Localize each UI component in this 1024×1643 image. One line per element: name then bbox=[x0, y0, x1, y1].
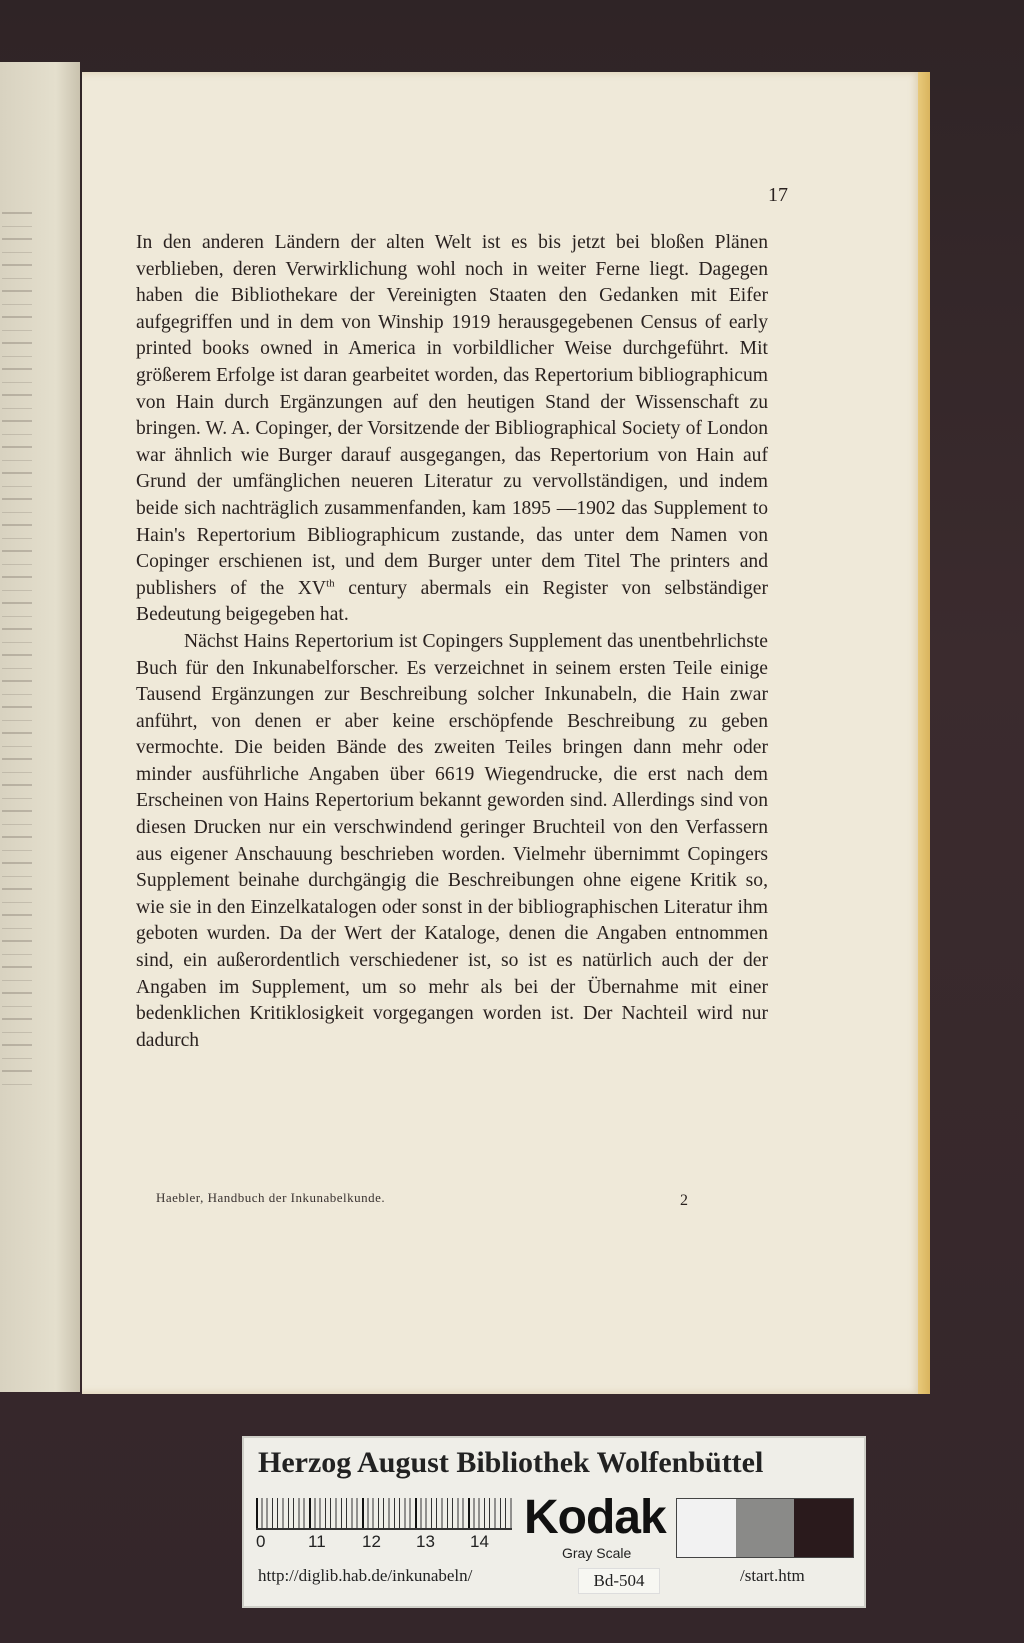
bleed-through-line bbox=[2, 524, 32, 539]
ruler-labels bbox=[256, 1532, 526, 1554]
bleed-through-line bbox=[2, 914, 32, 929]
bleed-through-line bbox=[2, 992, 32, 1007]
kodak-logo: Kodak bbox=[524, 1491, 666, 1544]
bleed-through-line bbox=[2, 342, 32, 357]
bleed-through-line bbox=[2, 940, 32, 955]
bleed-through-line bbox=[2, 810, 32, 825]
bleed-through-line bbox=[2, 862, 32, 877]
bleed-through-line bbox=[2, 550, 32, 565]
paragraph-1-text: In den anderen Ländern der alten Welt ist es bis jetzt bei bloßen Plänen verblieben, deren Verwirklichung wohl noch in weiter Ferne liegt. Dagegen haben die Bibliothekare der Vereinigten Staaten den Gedanken mit Eifer aufgegriffen und in dem von Winship 1919 herausgegebenen Census of early printed books owned in America in vorbildlicher Weise durchgeführt. Mit größerem Erfolge ist daran gearbeitet worden, das Repertorium bibliographicum von Hain durch Ergänzungen auf den heutigen Stand der Wissenschaft zu bringen. W. A. Copinger, der Vorsitzende der Bibliographical Society of London war ähnlich wie Burger darauf ausgegangen, das Repertorium von Hain auf Grund der umfänglichen neueren Literatur zu vervollständigen, und indem beide sich nachträglich zusammenfanden, kam 1895 —1902 das Supplement to Hain's Repertorium Bibliographicum zustande, das unter dem Namen von Copinger erschienen ist, und dem Burger unter dem Titel The printers and publishers of the XV bbox=[136, 232, 768, 599]
ruler-number: 0 bbox=[256, 1532, 266, 1551]
bleed-through-line bbox=[2, 472, 32, 487]
bleed-through-line bbox=[2, 316, 32, 331]
left-page-sliver bbox=[0, 62, 80, 1392]
bleed-through-line bbox=[2, 836, 32, 851]
bleed-through-line bbox=[2, 290, 32, 305]
bleed-through-line bbox=[2, 628, 32, 643]
ruler-number: 11 bbox=[308, 1532, 326, 1551]
body-text bbox=[136, 230, 768, 1054]
page-edge bbox=[918, 72, 930, 1394]
measurement-ruler bbox=[256, 1498, 512, 1530]
url-base: http://diglib.hab.de/inkunabeln/ bbox=[258, 1566, 473, 1585]
bleed-through-line bbox=[2, 732, 32, 747]
library-name: Herzog August Bibliothek Wolfenbüttel bbox=[258, 1446, 764, 1479]
paragraph-2: Nächst Hains Repertorium ist Copingers Supplement das unentbehrlichste Buch für den Inkunabelforscher. Es verzeichnet in seinem ersten Teile einige Tausend Ergänzungen zur Beschreibung solcher Inkunabeln, die Hain zwar anführt, von denen er aber keine erschöpfende Beschreibung zu geben vermochte. Die beiden Bände des zweiten Teiles bringen dann mehr oder minder ausführliche Angaben über 6619 Wiegendrucke, die erst nach dem Erscheinen von Hains Repertorium bekannt geworden sind. Allerdings sind von diesen Drucken nur ein verschwindend geringer Bruchteil von den Verfassern aus eigener Anschauung beschrieben worden. Vielmehr übernimmt Copingers Supplement beinahe durchgängig die Beschreibungen ohne eigene Kritik so, wie sie in den Einzelkatalogen oder sonst in der bibliographischen Literatur ihm geboten wurden. Da der Wert der Kataloge, denen die Angaben entnommen sind, ein außerordentlich verschiedener ist, so ist es natürlich auch der der Angaben im Supplement, um so mehr als bei der Übernahme mit einer bedenklichen Kritiklosigkeit vorgegangen worden ist. Der Nachteil wird nur dadurch bbox=[136, 630, 768, 1051]
gray-scale-swatches bbox=[676, 1498, 854, 1558]
superscript-th: th bbox=[326, 577, 335, 590]
signature-mark: 2 bbox=[680, 1192, 688, 1209]
gray-scale-label: Gray Scale bbox=[562, 1545, 632, 1561]
bleed-through-line bbox=[2, 446, 32, 461]
bleed-through-line bbox=[2, 264, 32, 279]
swatch-black bbox=[794, 1499, 853, 1557]
bleed-through-line bbox=[2, 212, 32, 227]
footer-note: Haebler, Handbuch der Inkunabelkunde. bbox=[156, 1190, 386, 1205]
bleed-through-line bbox=[2, 498, 32, 513]
ruler-number: 12 bbox=[362, 1532, 381, 1551]
url-suffix: /start.htm bbox=[740, 1566, 805, 1585]
bleed-through-line bbox=[2, 1044, 32, 1059]
bleed-through-line bbox=[2, 368, 32, 383]
bleed-through-line bbox=[2, 784, 32, 799]
bleed-through-line bbox=[2, 706, 32, 721]
bleed-through-line bbox=[2, 966, 32, 981]
paragraph-1-tail: century abermals ein Register von selbständiger Bedeutung beigegeben hat. bbox=[136, 577, 768, 626]
bleed-through-line bbox=[2, 238, 32, 253]
shelfmark: Bd-504 bbox=[578, 1568, 660, 1594]
bleed-through-line bbox=[2, 680, 32, 695]
bleed-through-line bbox=[2, 1070, 32, 1085]
bleed-through-line bbox=[2, 394, 32, 409]
swatch-white bbox=[677, 1499, 736, 1557]
bleed-through-line bbox=[2, 654, 32, 669]
bleed-through-line bbox=[2, 888, 32, 903]
swatch-gray bbox=[736, 1499, 795, 1557]
library-label-card bbox=[242, 1436, 866, 1608]
bleed-through-line bbox=[2, 758, 32, 773]
bleed-through-line bbox=[2, 602, 32, 617]
paragraph-1 bbox=[136, 230, 768, 629]
bleed-through-line bbox=[2, 576, 32, 591]
ruler-number: 14 bbox=[470, 1532, 489, 1551]
ruler-number: 13 bbox=[416, 1532, 435, 1551]
bleed-through-line bbox=[2, 1018, 32, 1033]
page-number: 17 bbox=[768, 184, 788, 206]
bleed-through-line bbox=[2, 420, 32, 435]
ruler-major-ticks bbox=[256, 1498, 512, 1528]
